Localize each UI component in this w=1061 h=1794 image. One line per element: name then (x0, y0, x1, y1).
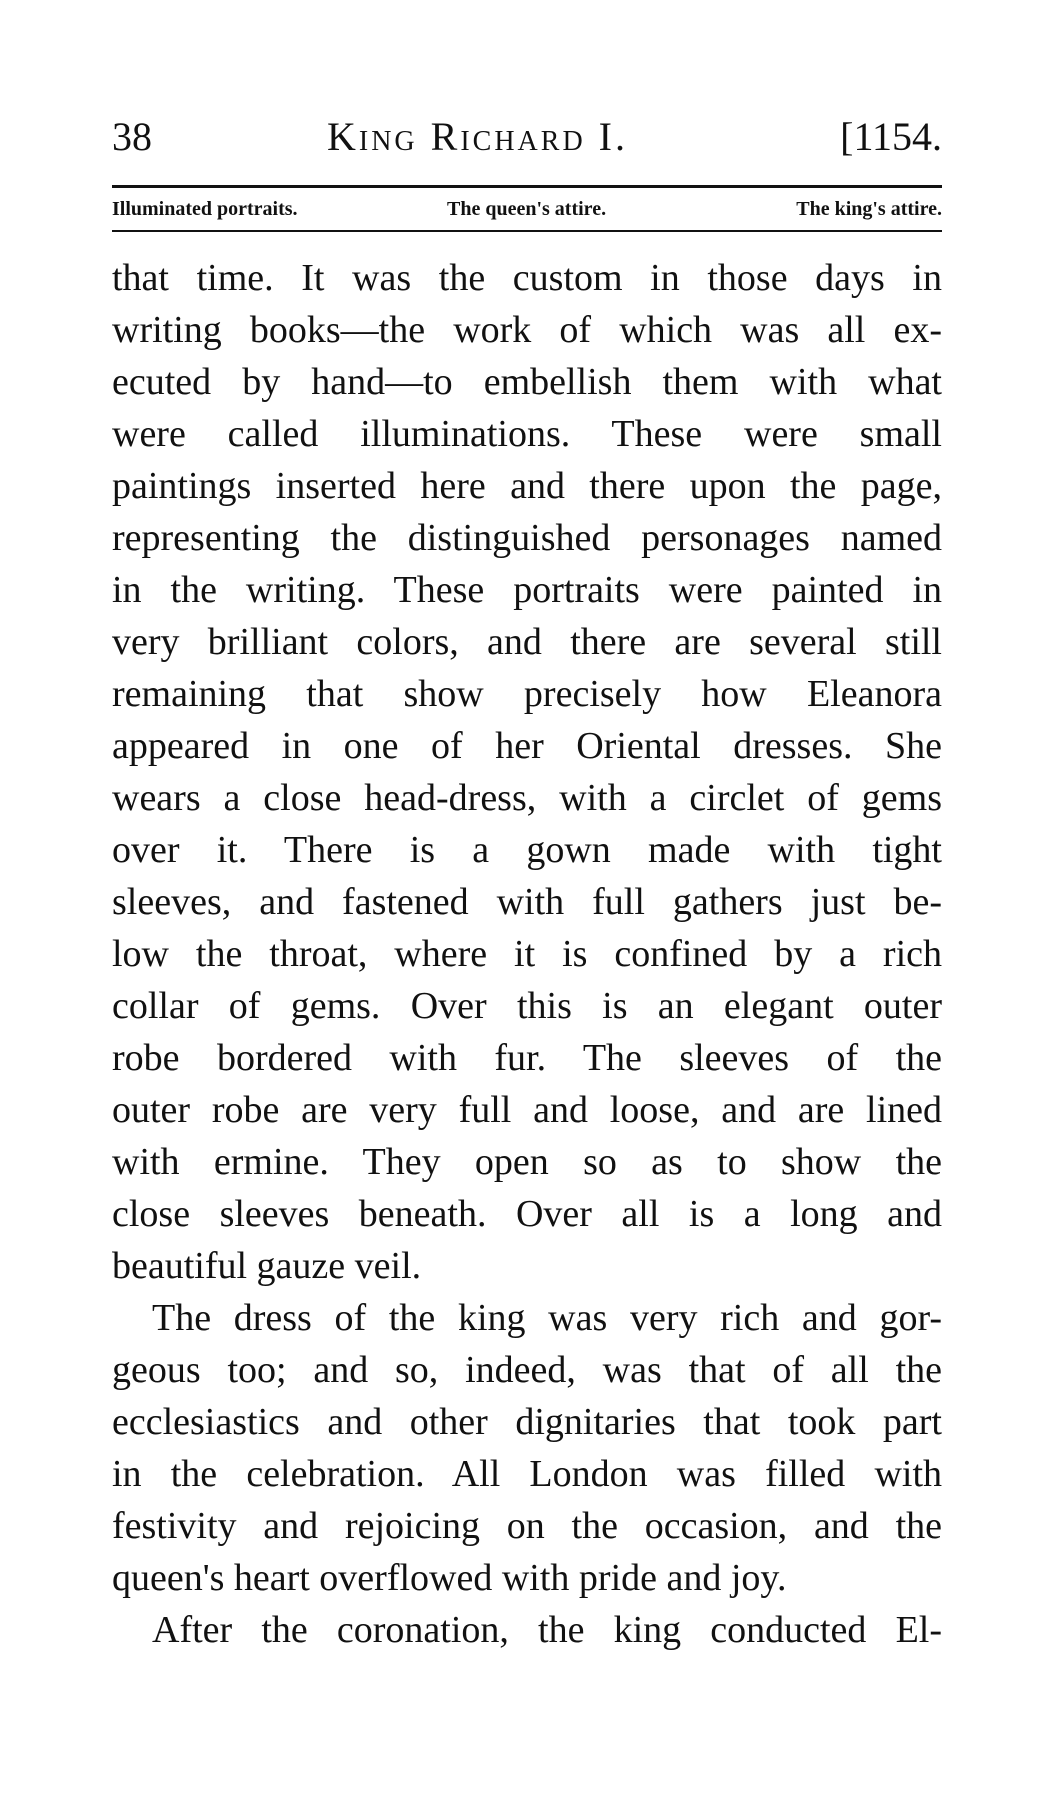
sidenote-queens-attire: The queen's attire. (447, 198, 607, 220)
text-line: in the celebration. All London was filled with (112, 1453, 942, 1495)
text-line: were called illuminations. These were small (112, 413, 942, 455)
header-rule-bottom (112, 230, 942, 232)
text-line: The dress of the king was very rich and gor- (152, 1297, 942, 1339)
text-line: remaining that show precisely how Eleanora (112, 673, 942, 715)
page-number: 38 (112, 114, 152, 159)
text-line: beautiful gauze veil. (112, 1245, 422, 1287)
text-line: very brilliant colors, and there are several still (112, 621, 942, 663)
text-line: geous too; and so, indeed, was that of all the (112, 1349, 942, 1391)
text-line: that time. It was the custom in those days in (112, 257, 942, 299)
text-line: outer robe are very full and loose, and are lined (112, 1089, 942, 1131)
text-line: paintings inserted here and there upon the page, (112, 465, 942, 507)
text-line: collar of gems. Over this is an elegant outer (112, 985, 942, 1027)
text-line: writing books—the work of which was all ex- (112, 309, 942, 351)
text-line: queen's heart overflowed with pride and joy. (112, 1557, 787, 1599)
text-line: festivity and rejoicing on the occasion, and the (112, 1505, 942, 1547)
text-line: over it. There is a gown made with tight (112, 829, 942, 871)
text-line: in the writing. These portraits were painted in (112, 569, 942, 611)
header-rule-top (112, 185, 942, 188)
body-text (112, 252, 942, 1656)
text-line: sleeves, and fastened with full gathers just be- (112, 881, 942, 923)
text-line: robe bordered with fur. The sleeves of the (112, 1037, 942, 1079)
sidenote-kings-attire: The king's attire. (796, 198, 942, 220)
text-line: ecuted by hand—to embellish them with what (112, 361, 942, 403)
text-line: low the throat, where it is confined by a rich (112, 933, 942, 975)
page-header (112, 112, 942, 162)
sidenote-illuminated-portraits: Illuminated portraits. (112, 198, 298, 220)
text-line: ecclesiastics and other dignitaries that took part (112, 1401, 942, 1443)
text-line: representing the distinguished personages named (112, 517, 942, 559)
header-year: [1154. (840, 114, 942, 159)
text-line: After the coronation, the king conducted El- (152, 1609, 942, 1651)
running-title: King Richard I. (327, 114, 628, 159)
text-line: wears a close head-dress, with a circlet of gems (112, 777, 942, 819)
text-line: with ermine. They open so as to show the (112, 1141, 942, 1183)
sidenotes (112, 192, 942, 226)
text-line: appeared in one of her Oriental dresses. She (112, 725, 942, 767)
text-line: close sleeves beneath. Over all is a long and (112, 1193, 942, 1235)
